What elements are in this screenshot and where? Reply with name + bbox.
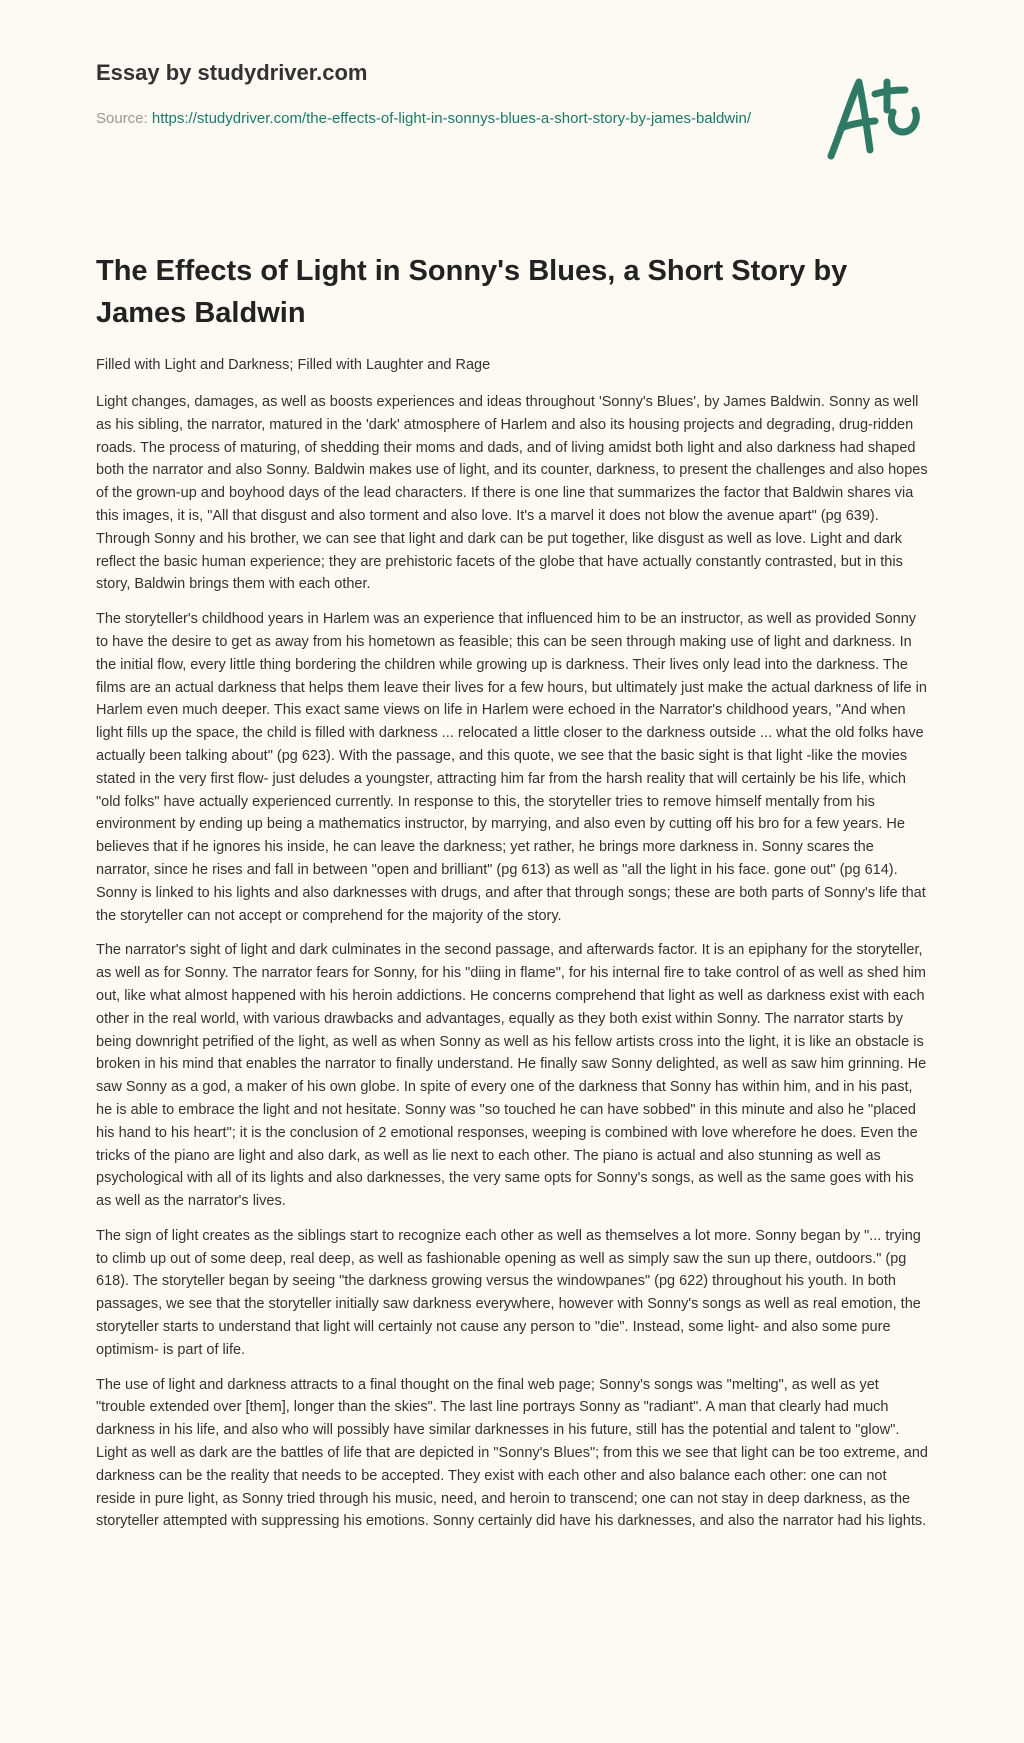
article-title: The Effects of Light in Sonny's Blues, a Short Story by James Baldwin bbox=[96, 255, 848, 329]
site-title: Essay by studydriver.com bbox=[96, 60, 368, 85]
source-link[interactable]: https://studydriver.com/the-effects-of-light-in-sonnys-blues-a-short-story-by-james-baldwin/ bbox=[151, 110, 751, 127]
article-subtitle: Filled with Light and Darkness; Filled with Laughter and Rage bbox=[96, 357, 491, 373]
article bbox=[96, 250, 928, 1545]
a-plus-logo bbox=[815, 66, 935, 166]
paragraph: Light changes, damages, as well as boosts experiences and ideas throughout 'Sonny's Blues', by James Baldwin. Sonny as well as his sibling, the narrator, matured in the 'dark' atmosphere of Harlem and also its housing projects and degrading, drug-ridden roads. The process of maturing, of shedding their moms and dads, and of living amidst both light and also darkness had shaped both the narrator and also Sonny. Baldwin makes use of light, and its counter, darkness, to present the challenges and also hopes of the grown-up and boyhood days of the lead characters. If there is one line that summarizes the factor that Baldwin shares via this images, it is, "All that disgust and also torment and also love. It's a marvel it does not blow the avenue apart" (pg 639). Through Sonny and his brother, we can see that light and dark can be put together, like disgust as well as love. Light and dark reflect the basic human experience; they are prehistoric facets of the globe that have actually constantly contrasted, but in this story, Baldwin brings them with each other. bbox=[96, 394, 928, 593]
source-line bbox=[96, 108, 776, 130]
header bbox=[96, 60, 776, 130]
paragraph: The sign of light creates as the siblings start to recognize each other as well as themselves a lot more. Sonny began by "... trying to climb up out of some deep, real deep, as well as fashionable opening as well as simply saw the sun up there, outdoors." (pg 618). The storyteller began by seeing "the darkness growing versus the windowpanes" (pg 622) throughout his youth. In both passages, we see that the storyteller initially saw darkness everywhere, however with Sonny's songs as well as real emotion, the storyteller starts to understand that light will certainly not cause any person to "die". Instead, some light- and also some pure optimism- is part of life. bbox=[96, 1227, 921, 1358]
paragraph: The narrator's sight of light and dark culminates in the second passage, and afterwards factor. It is an epiphany for the storyteller, as well as for Sonny. The narrator fears for Sonny, for his "diing in flame", for his internal fire to take control of as well as shed him out, like what almost happened with his heroin addictions. He concerns comprehend that light as well as darkness exist with each other in the real world, with various drawbacks and advantages, equally as they both exist within Sonny. The narrator starts by being downright petrified of the light, as well as when Sonny as well as his fellow artists cross into the light, it is like an obstacle is broken in his mind that enables the narrator to finally understand. He finally saw Sonny delighted, as well as saw him grinning. He saw Sonny as a god, a maker of his own globe. In spite of every one of the darkness that Sonny has within him, and in his past, he is able to embrace the light and not hesitate. Sonny was "so touched he can have sobbed" in this minute and also he "placed his hand to his heart"; it is the conclusion of 2 emotional responses, weeping is combined with love wherefore he does. Even the tricks of the piano are light and also dark, as well as lie next to each other. The piano is actual and also stunning as well as psychological with all of its lights and also darknesses, the very same opts for Sonny's songs, as well as the same goes with his as well as the narrator's lives. bbox=[96, 942, 927, 1210]
paragraph: The use of light and darkness attracts to a final thought on the final web page; Sonny's songs was "melting", as well as yet "trouble extended over [them], longer than the skies". The last line portrays Sonny as "radiant". A man that clearly had much darkness in his life, and also who will possibly have similar darknesses in his future, still has the potential and talent to "glow". Light as well as dark are the battles of life that are depicted in "Sonny's Blues"; from this we see that light can be too extreme, and darkness can be the reality that needs to be accepted. They exist with each other and also balance each other: one can not reside in pure light, as Sonny tried through his music, need, and heroin to transcend; one can not stay in deep darkness, as the storyteller attempted with suppressing his emotions. Sonny certainly did have his darknesses, and also the narrator had his lights. bbox=[96, 1376, 928, 1530]
a-plus-logo-icon bbox=[815, 66, 935, 166]
source-label: Source: bbox=[96, 110, 152, 127]
paragraph: The storyteller's childhood years in Harlem was an experience that influenced him to be an instructor, as well as provided Sonny to have the desire to get as away from his hometown as feasible; this can be seen through making use of light and darkness. In the initial flow, every little thing bordering the children while growing up is darkness. Their lives only lead into the darkness. The films are an actual darkness that helps them leave their lives for a few hours, but ultimately just make the actual darkness of life in Harlem even much deeper. This exact same views on life in Harlem were echoed in the Narrator's childhood years, "And when light fills up the space, the child is filled with darkness ... relocated a little closer to the darkness outside ... what the old folks have actually been talking about" (pg 623). With the passage, and this quote, we see that the basic sight is that light -like the movies stated in the very first flow- just deludes a youngster, attracting him far from the harsh reality that will certainly be his life, which "old folks" have actually experienced currently. In response to this, the storyteller tries to remove himself mentally from his environment by ending up being a mathematics instructor, by marrying, and also even by cutting off his bro for a few years. He believes that if he ignores his inside, he can leave the darkness; yet rather, he brings more darkness in. Sonny scares the narrator, since he rises and fall in between "open and brilliant" (pg 613) as well as "all the light in his face. gone out" (pg 614). Sonny is linked to his lights and also darknesses with drugs, and after that through songs; these are both parts of Sonny's life that the storyteller can not accept or comprehend for the majority of the story. bbox=[96, 611, 927, 924]
